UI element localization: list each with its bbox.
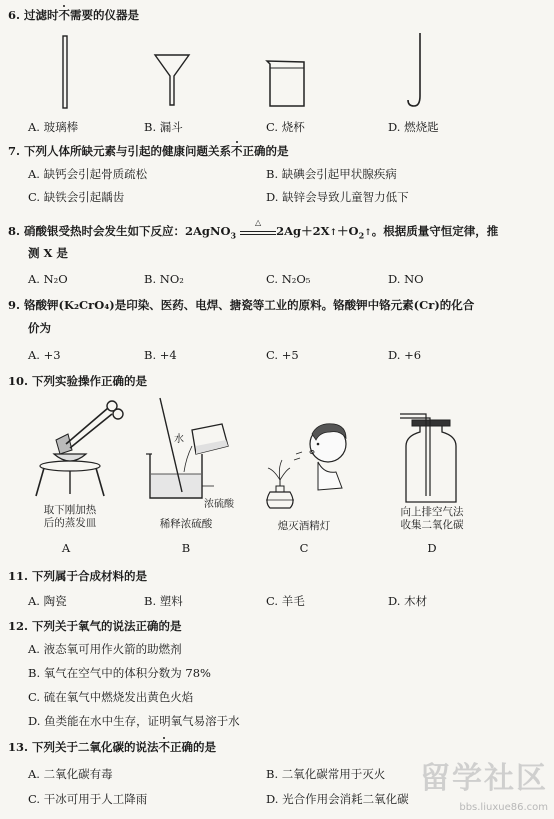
q8-option-a: A. N₂O bbox=[28, 272, 68, 286]
figure-b-caption: 稀释浓硫酸 bbox=[159, 518, 213, 530]
combustion-spoon-figure bbox=[404, 30, 434, 112]
q12-option-d: D. 鱼类能在水中生存，证明氧气易溶于水 bbox=[28, 714, 240, 728]
q13-option-a: A. 二氧化碳有毒 bbox=[28, 767, 113, 781]
q12-option-b: B. 氧气在空气中的体积分数为 78% bbox=[28, 666, 211, 680]
q7-option-d: D. 缺锌会导致儿童智力低下 bbox=[266, 190, 409, 204]
beaker-figure bbox=[264, 58, 308, 110]
emphasis-dot-char: 不 bbox=[158, 740, 171, 754]
funnel-figure bbox=[152, 52, 192, 108]
q13-option-d: D. 光合作用会消耗二氧化碳 bbox=[266, 792, 409, 806]
q11-option-c: C. 羊毛 bbox=[266, 594, 305, 608]
figure-b-water-label: 水 bbox=[174, 434, 184, 445]
question-7-stem: 7. 下列人体所缺元素与引起的健康问题关系不正确的是 bbox=[8, 144, 289, 158]
figure-c-caption: 熄灭酒精灯 bbox=[277, 520, 331, 532]
q12-option-c: C. 硫在氧气中燃烧发出黄色火焰 bbox=[28, 690, 194, 704]
q6-option-d: D. 燃烧匙 bbox=[388, 120, 439, 134]
q11-option-b: B. 塑料 bbox=[144, 594, 183, 608]
figure-a-evaporating-dish bbox=[28, 394, 124, 498]
q9-option-c: C. +5 bbox=[266, 348, 299, 362]
q6-option-b: B. 漏斗 bbox=[144, 120, 183, 134]
figure-b-letter: B bbox=[181, 541, 191, 555]
question-13-stem: 13. 下列关于二氧化碳的说法不正确的是 bbox=[8, 740, 217, 754]
question-8-stem: 8. 硝酸银受热时会发生如下反应：2AgNO$_3$ △ $2Ag+2X↑+O_2↑$。根据质量守恒定律，推 bbox=[8, 218, 499, 241]
q9-option-a: A. +3 bbox=[28, 348, 61, 362]
q7-option-a: A. 缺钙会引起骨质疏松 bbox=[28, 167, 148, 181]
q9-option-d: D. +6 bbox=[388, 348, 422, 362]
q13-option-b: B. 二氧化碳常用于灭火 bbox=[266, 767, 386, 781]
figure-d-caption: 向上排空气法 收集二氧化碳 bbox=[400, 506, 464, 531]
gas-up-arrow: ↑ bbox=[364, 228, 372, 238]
figure-b-acid-label: 浓硫酸 bbox=[204, 499, 234, 510]
question-12-stem: 12. 下列关于氧气的说法正确的是 bbox=[8, 619, 182, 633]
figure-a-letter: A bbox=[61, 541, 71, 555]
q12-option-a: A. 液态氧可用作火箭的助燃剂 bbox=[28, 642, 182, 656]
reaction-condition bbox=[240, 218, 276, 235]
q11-option-a: A. 陶瓷 bbox=[28, 594, 67, 608]
figure-c-letter: C bbox=[299, 541, 309, 555]
q9-option-b: B. +4 bbox=[144, 348, 177, 362]
q11-option-d: D. 木材 bbox=[388, 594, 428, 608]
figure-d-collect-co2 bbox=[396, 410, 466, 504]
figure-c-extinguish-lamp bbox=[256, 408, 352, 512]
q8-option-c: C. N₂O₅ bbox=[266, 272, 311, 286]
q13-option-c: C. 干冰可用于人工降雨 bbox=[28, 792, 148, 806]
gas-up-arrow: ↑ bbox=[329, 228, 338, 238]
question-6-stem: 6. 过滤时不需要的仪器是 bbox=[8, 8, 140, 22]
heat-symbol: △ bbox=[255, 218, 262, 227]
q6-option-c: C. 烧杯 bbox=[266, 120, 305, 134]
q7-option-c: C. 缺铁会引起龋齿 bbox=[28, 190, 125, 204]
q6-option-a: A. 玻璃棒 bbox=[28, 120, 79, 134]
question-8-stem-line2: 测 X 是 bbox=[28, 246, 68, 260]
figure-d-letter: D bbox=[427, 541, 437, 555]
emphasis-dot-char: 不 bbox=[58, 8, 71, 22]
watermark-logo: 留学社区 bbox=[420, 761, 548, 796]
watermark-url: bbs.liuxue86.com bbox=[459, 802, 548, 813]
question-10-stem: 10. 下列实验操作正确的是 bbox=[8, 374, 148, 388]
question-9-stem: 9. 铬酸钾(K₂CrO₄)是印染、医药、电焊、搪瓷等工业的原料。铬酸钾中铬元素(Cr)的化合 bbox=[8, 298, 475, 312]
figure-b-dilute-acid bbox=[140, 396, 240, 504]
question-11-stem: 11. 下列属于合成材料的是 bbox=[8, 569, 148, 583]
glass-rod-figure bbox=[58, 34, 74, 110]
q8-option-d: D. NO bbox=[388, 272, 424, 286]
q8-option-b: B. NO₂ bbox=[144, 272, 184, 286]
question-9-stem-line2: 价为 bbox=[28, 321, 51, 335]
emphasis-dot-char: 不 bbox=[231, 144, 243, 158]
q7-option-b: B. 缺碘会引起甲状腺疾病 bbox=[266, 167, 397, 181]
figure-a-caption: 取下刚加热 后的蒸发皿 bbox=[43, 504, 97, 529]
